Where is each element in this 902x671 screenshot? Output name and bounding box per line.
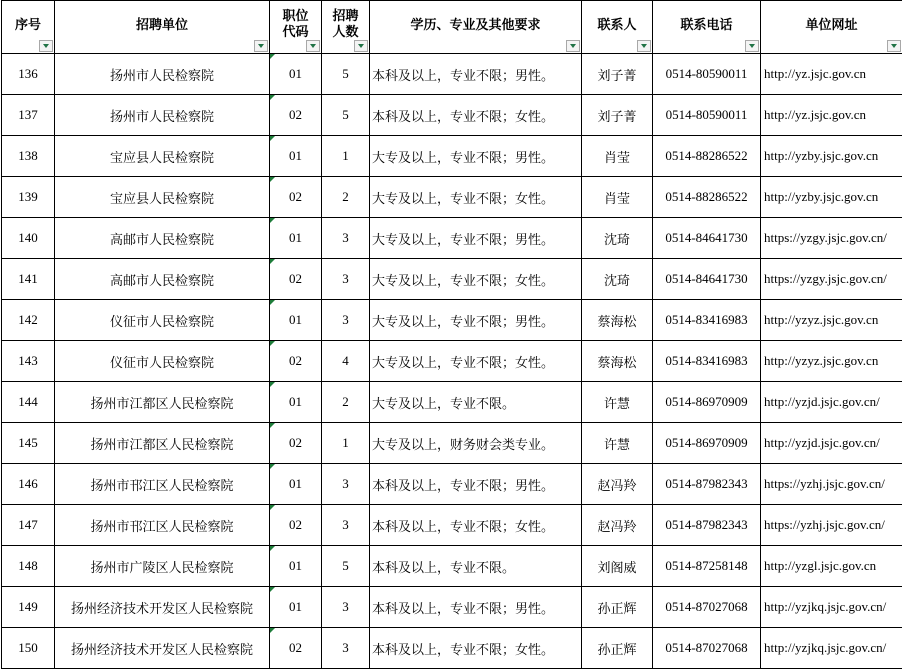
cell-unit-text: 扬州市江都区人民检察院 bbox=[90, 437, 234, 453]
header-contact bbox=[582, 1, 653, 54]
cell-contact[interactable] bbox=[582, 423, 653, 464]
cell-phone-text: 0514-86970909 bbox=[665, 394, 748, 409]
cell-phone[interactable] bbox=[653, 136, 761, 177]
cell-unit[interactable] bbox=[55, 464, 270, 505]
cell-num-text: 143 bbox=[18, 353, 38, 368]
cell-phone-text: 0514-84641730 bbox=[665, 230, 748, 245]
cell-note-indicator-icon bbox=[270, 177, 275, 182]
cell-count[interactable] bbox=[322, 382, 370, 423]
cell-unit[interactable] bbox=[55, 54, 270, 95]
cell-contact-text: 许慧 bbox=[603, 396, 630, 412]
cell-contact[interactable] bbox=[582, 218, 653, 259]
cell-count[interactable] bbox=[322, 300, 370, 341]
filter-dropdown-icon[interactable] bbox=[887, 40, 901, 52]
cell-contact[interactable] bbox=[582, 628, 653, 669]
cell-unit-text: 扬州经济技术开发区人民检察院 bbox=[70, 642, 253, 658]
cell-num[interactable] bbox=[2, 95, 55, 136]
cell-num[interactable] bbox=[2, 382, 55, 423]
cell-note-indicator-icon bbox=[270, 54, 275, 59]
cell-num-text: 144 bbox=[18, 394, 38, 409]
cell-count[interactable] bbox=[322, 464, 370, 505]
cell-num[interactable] bbox=[2, 464, 55, 505]
table-row bbox=[2, 546, 902, 587]
filter-dropdown-icon[interactable] bbox=[306, 40, 320, 52]
cell-req-text: 本科及以上，专业不限；男性。 bbox=[372, 478, 555, 494]
header-url-label: 单位网址 bbox=[805, 17, 858, 33]
cell-unit[interactable] bbox=[55, 423, 270, 464]
table-body bbox=[2, 54, 902, 669]
cell-url[interactable] bbox=[761, 177, 902, 218]
cell-count-text: 1 bbox=[342, 435, 349, 450]
cell-unit[interactable] bbox=[55, 341, 270, 382]
cell-url-text: http://yzjkq.jsjc.gov.cn/ bbox=[764, 640, 887, 655]
cell-phone[interactable] bbox=[653, 300, 761, 341]
cell-contact[interactable] bbox=[582, 464, 653, 505]
cell-unit[interactable] bbox=[55, 382, 270, 423]
cell-unit-text: 高邮市人民检察院 bbox=[109, 232, 214, 248]
cell-phone[interactable] bbox=[653, 423, 761, 464]
cell-count-text: 5 bbox=[342, 66, 349, 81]
cell-num-text: 150 bbox=[18, 640, 38, 655]
cell-phone-text: 0514-87258148 bbox=[665, 558, 748, 573]
cell-code-text: 01 bbox=[289, 558, 302, 573]
cell-url-text: http://yzjd.jsjc.gov.cn/ bbox=[764, 435, 880, 450]
cell-note-indicator-icon bbox=[270, 136, 275, 141]
header-url bbox=[761, 1, 902, 54]
cell-phone[interactable] bbox=[653, 95, 761, 136]
table-row bbox=[2, 177, 902, 218]
cell-req-text: 本科及以上，专业不限。 bbox=[372, 560, 516, 576]
cell-phone-text: 0514-87027068 bbox=[665, 640, 748, 655]
cell-num[interactable] bbox=[2, 628, 55, 669]
cell-url-text: http://yzgl.jsjc.gov.cn bbox=[764, 558, 877, 573]
cell-num[interactable] bbox=[2, 218, 55, 259]
cell-note-indicator-icon bbox=[270, 95, 275, 100]
cell-contact[interactable] bbox=[582, 587, 653, 628]
cell-req[interactable] bbox=[370, 628, 582, 669]
header-num bbox=[2, 1, 55, 54]
cell-phone[interactable] bbox=[653, 54, 761, 95]
cell-phone[interactable] bbox=[653, 218, 761, 259]
cell-phone-text: 0514-83416983 bbox=[665, 312, 748, 327]
cell-contact[interactable] bbox=[582, 136, 653, 177]
cell-code[interactable] bbox=[270, 505, 322, 546]
cell-note-indicator-icon bbox=[270, 546, 275, 551]
cell-url-text: http://yz.jsjc.gov.cn bbox=[764, 107, 867, 122]
cell-unit-text: 高邮市人民检察院 bbox=[109, 273, 214, 289]
header-num-label: 序号 bbox=[14, 17, 41, 33]
cell-url[interactable] bbox=[761, 95, 902, 136]
header-count-label: 招聘人数 bbox=[332, 9, 359, 40]
cell-url-text: http://yzyz.jsjc.gov.cn bbox=[764, 312, 879, 327]
cell-count[interactable] bbox=[322, 546, 370, 587]
cell-note-indicator-icon bbox=[270, 341, 275, 346]
cell-contact[interactable] bbox=[582, 54, 653, 95]
cell-req-text: 本科及以上，专业不限；女性。 bbox=[372, 642, 555, 658]
table-row bbox=[2, 464, 902, 505]
table-row bbox=[2, 218, 902, 259]
cell-req[interactable] bbox=[370, 382, 582, 423]
cell-phone-text: 0514-80590011 bbox=[665, 107, 748, 122]
cell-phone-text: 0514-80590011 bbox=[665, 66, 748, 81]
filter-dropdown-icon[interactable] bbox=[354, 40, 368, 52]
cell-req[interactable] bbox=[370, 423, 582, 464]
cell-count[interactable] bbox=[322, 218, 370, 259]
cell-num-text: 145 bbox=[18, 435, 38, 450]
cell-unit[interactable] bbox=[55, 628, 270, 669]
cell-phone-text: 0514-88286522 bbox=[665, 189, 748, 204]
cell-count-text: 5 bbox=[342, 558, 349, 573]
cell-req-text: 大专及以上，专业不限。 bbox=[372, 396, 516, 412]
cell-count-text: 3 bbox=[342, 476, 349, 491]
cell-code-text: 02 bbox=[289, 271, 302, 286]
cell-phone-text: 0514-87982343 bbox=[665, 517, 748, 532]
cell-url-text: https://yzgy.jsjc.gov.cn/ bbox=[764, 230, 887, 245]
cell-count[interactable] bbox=[322, 423, 370, 464]
cell-code[interactable] bbox=[270, 177, 322, 218]
cell-req[interactable] bbox=[370, 341, 582, 382]
cell-phone-text: 0514-88286522 bbox=[665, 148, 748, 163]
cell-num-text: 148 bbox=[18, 558, 38, 573]
table-row bbox=[2, 587, 902, 628]
cell-num-text: 146 bbox=[18, 476, 38, 491]
cell-unit-text: 扬州市广陵区人民检察院 bbox=[90, 560, 234, 576]
cell-url-text: https://yzgy.jsjc.gov.cn/ bbox=[764, 271, 887, 286]
cell-req[interactable] bbox=[370, 218, 582, 259]
cell-phone[interactable] bbox=[653, 341, 761, 382]
cell-phone[interactable] bbox=[653, 505, 761, 546]
cell-note-indicator-icon bbox=[270, 587, 275, 592]
cell-code-text: 02 bbox=[289, 353, 302, 368]
cell-url-text: http://yzby.jsjc.gov.cn bbox=[764, 189, 879, 204]
table-row bbox=[2, 382, 902, 423]
cell-url-text: https://yzhj.jsjc.gov.cn/ bbox=[764, 476, 885, 491]
cell-code[interactable] bbox=[270, 423, 322, 464]
cell-note-indicator-icon bbox=[270, 218, 275, 223]
cell-count-text: 1 bbox=[342, 148, 349, 163]
cell-unit-text: 扬州市人民检察院 bbox=[109, 68, 214, 84]
cell-count-text: 2 bbox=[342, 189, 349, 204]
cell-note-indicator-icon bbox=[270, 382, 275, 387]
cell-num-text: 147 bbox=[18, 517, 38, 532]
cell-req-text: 大专及以上，专业不限；男性。 bbox=[372, 232, 555, 248]
cell-unit-text: 仪征市人民检察院 bbox=[109, 355, 214, 371]
cell-code[interactable] bbox=[270, 382, 322, 423]
cell-code-text: 01 bbox=[289, 66, 302, 81]
cell-url[interactable] bbox=[761, 382, 902, 423]
cell-note-indicator-icon bbox=[270, 505, 275, 510]
cell-count[interactable] bbox=[322, 341, 370, 382]
cell-code[interactable] bbox=[270, 546, 322, 587]
cell-phone-text: 0514-84641730 bbox=[665, 271, 748, 286]
cell-code[interactable] bbox=[270, 300, 322, 341]
table-row bbox=[2, 628, 902, 669]
cell-url-text: http://yzby.jsjc.gov.cn bbox=[764, 148, 879, 163]
cell-count[interactable] bbox=[322, 54, 370, 95]
cell-req[interactable] bbox=[370, 54, 582, 95]
filter-dropdown-icon[interactable] bbox=[254, 40, 268, 52]
cell-num[interactable] bbox=[2, 546, 55, 587]
cell-note-indicator-icon bbox=[270, 423, 275, 428]
cell-phone[interactable] bbox=[653, 177, 761, 218]
cell-unit[interactable] bbox=[55, 587, 270, 628]
filter-dropdown-icon[interactable] bbox=[637, 40, 651, 52]
cell-contact-text: 赵冯羚 bbox=[597, 478, 637, 494]
cell-code-text: 01 bbox=[289, 230, 302, 245]
cell-req-text: 本科及以上，专业不限；女性。 bbox=[372, 109, 555, 125]
cell-code-text: 02 bbox=[289, 189, 302, 204]
header-phone-label: 联系电话 bbox=[680, 17, 733, 33]
cell-unit[interactable] bbox=[55, 546, 270, 587]
cell-count-text: 3 bbox=[342, 230, 349, 245]
table-row bbox=[2, 259, 902, 300]
cell-num-text: 141 bbox=[18, 271, 38, 286]
cell-url-text: http://yzjkq.jsjc.gov.cn/ bbox=[764, 599, 887, 614]
cell-contact-text: 许慧 bbox=[603, 437, 630, 453]
cell-num[interactable] bbox=[2, 300, 55, 341]
cell-unit-text: 扬州市江都区人民检察院 bbox=[90, 396, 234, 412]
cell-num-text: 137 bbox=[18, 107, 38, 122]
cell-unit[interactable] bbox=[55, 95, 270, 136]
header-req bbox=[370, 1, 582, 54]
header-code-label: 职位代码 bbox=[282, 9, 309, 40]
cell-count-text: 3 bbox=[342, 599, 349, 614]
cell-req-text: 大专及以上，专业不限；男性。 bbox=[372, 314, 555, 330]
cell-contact[interactable] bbox=[582, 505, 653, 546]
cell-contact[interactable] bbox=[582, 300, 653, 341]
cell-unit[interactable] bbox=[55, 136, 270, 177]
table-row bbox=[2, 300, 902, 341]
cell-unit-text: 扬州市邗江区人民检察院 bbox=[90, 478, 234, 494]
cell-url[interactable] bbox=[761, 259, 902, 300]
cell-num-text: 136 bbox=[18, 66, 38, 81]
cell-url-text: http://yz.jsjc.gov.cn bbox=[764, 66, 867, 81]
cell-num[interactable] bbox=[2, 259, 55, 300]
cell-unit[interactable] bbox=[55, 300, 270, 341]
cell-count-text: 4 bbox=[342, 353, 349, 368]
cell-req[interactable] bbox=[370, 177, 582, 218]
cell-count[interactable] bbox=[322, 136, 370, 177]
cell-req-text: 大专及以上，专业不限；女性。 bbox=[372, 273, 555, 289]
cell-contact-text: 孙正辉 bbox=[597, 601, 637, 617]
header-contact-label: 联系人 bbox=[597, 17, 637, 33]
cell-unit-text: 宝应县人民检察院 bbox=[109, 150, 214, 166]
cell-phone-text: 0514-87982343 bbox=[665, 476, 748, 491]
cell-req[interactable] bbox=[370, 300, 582, 341]
cell-count[interactable] bbox=[322, 259, 370, 300]
header-unit bbox=[55, 1, 270, 54]
cell-count-text: 5 bbox=[342, 107, 349, 122]
cell-num-text: 149 bbox=[18, 599, 38, 614]
table-row bbox=[2, 95, 902, 136]
cell-url[interactable] bbox=[761, 546, 902, 587]
table-row bbox=[2, 136, 902, 177]
cell-contact-text: 肖莹 bbox=[603, 191, 630, 207]
cell-code-text: 02 bbox=[289, 640, 302, 655]
cell-unit-text: 仪征市人民检察院 bbox=[109, 314, 214, 330]
cell-code-text: 02 bbox=[289, 435, 302, 450]
filter-dropdown-icon[interactable] bbox=[566, 40, 580, 52]
cell-contact-text: 孙正辉 bbox=[597, 642, 637, 658]
cell-req-text: 本科及以上，专业不限；女性。 bbox=[372, 519, 555, 535]
cell-num[interactable] bbox=[2, 423, 55, 464]
cell-unit-text: 扬州经济技术开发区人民检察院 bbox=[70, 601, 253, 617]
header-count bbox=[322, 1, 370, 54]
cell-count[interactable] bbox=[322, 177, 370, 218]
cell-contact-text: 刘子菁 bbox=[597, 109, 637, 125]
cell-url[interactable] bbox=[761, 505, 902, 546]
cell-req[interactable] bbox=[370, 464, 582, 505]
cell-req-text: 大专及以上，专业不限；女性。 bbox=[372, 191, 555, 207]
cell-phone-text: 0514-86970909 bbox=[665, 435, 748, 450]
cell-req-text: 大专及以上，专业不限；男性。 bbox=[372, 150, 555, 166]
cell-url[interactable] bbox=[761, 423, 902, 464]
cell-phone[interactable] bbox=[653, 628, 761, 669]
cell-contact[interactable] bbox=[582, 259, 653, 300]
cell-contact-text: 沈琦 bbox=[603, 232, 630, 248]
cell-count-text: 3 bbox=[342, 517, 349, 532]
cell-req-text: 本科及以上，专业不限；男性。 bbox=[372, 601, 555, 617]
table-row bbox=[2, 341, 902, 382]
cell-num-text: 140 bbox=[18, 230, 38, 245]
cell-url-text: http://yzyz.jsjc.gov.cn bbox=[764, 353, 879, 368]
cell-num[interactable] bbox=[2, 177, 55, 218]
cell-code-text: 01 bbox=[289, 312, 302, 327]
recruitment-table bbox=[1, 0, 902, 669]
header-row bbox=[2, 1, 902, 54]
cell-note-indicator-icon bbox=[270, 464, 275, 469]
header-code bbox=[270, 1, 322, 54]
cell-code[interactable] bbox=[270, 259, 322, 300]
cell-note-indicator-icon bbox=[270, 628, 275, 633]
cell-url[interactable] bbox=[761, 300, 902, 341]
cell-count-text: 3 bbox=[342, 271, 349, 286]
cell-url[interactable] bbox=[761, 54, 902, 95]
cell-url[interactable] bbox=[761, 136, 902, 177]
cell-code[interactable] bbox=[270, 464, 322, 505]
cell-count[interactable] bbox=[322, 505, 370, 546]
table-row bbox=[2, 423, 902, 464]
cell-req-text: 本科及以上，专业不限；男性。 bbox=[372, 68, 555, 84]
cell-req[interactable] bbox=[370, 259, 582, 300]
cell-req[interactable] bbox=[370, 95, 582, 136]
cell-url[interactable] bbox=[761, 587, 902, 628]
cell-note-indicator-icon bbox=[270, 300, 275, 305]
cell-contact[interactable] bbox=[582, 95, 653, 136]
cell-count-text: 3 bbox=[342, 312, 349, 327]
cell-code-text: 01 bbox=[289, 599, 302, 614]
cell-url[interactable] bbox=[761, 628, 902, 669]
cell-contact-text: 沈琦 bbox=[603, 273, 630, 289]
cell-phone[interactable] bbox=[653, 382, 761, 423]
header-unit-label: 招聘单位 bbox=[135, 17, 188, 33]
cell-num[interactable] bbox=[2, 341, 55, 382]
cell-code[interactable] bbox=[270, 628, 322, 669]
cell-contact[interactable] bbox=[582, 341, 653, 382]
cell-code[interactable] bbox=[270, 218, 322, 259]
cell-code[interactable] bbox=[270, 341, 322, 382]
cell-url[interactable] bbox=[761, 464, 902, 505]
cell-unit[interactable] bbox=[55, 218, 270, 259]
cell-contact[interactable] bbox=[582, 546, 653, 587]
cell-phone[interactable] bbox=[653, 587, 761, 628]
cell-phone[interactable] bbox=[653, 546, 761, 587]
table-row bbox=[2, 54, 902, 95]
cell-contact-text: 蔡海松 bbox=[597, 355, 637, 371]
cell-req[interactable] bbox=[370, 136, 582, 177]
cell-unit-text: 宝应县人民检察院 bbox=[109, 191, 214, 207]
cell-contact-text: 赵冯羚 bbox=[597, 519, 637, 535]
cell-req-text: 大专及以上，专业不限；女性。 bbox=[372, 355, 555, 371]
cell-phone[interactable] bbox=[653, 464, 761, 505]
cell-contact-text: 刘阁威 bbox=[597, 560, 637, 576]
cell-req[interactable] bbox=[370, 505, 582, 546]
table-row bbox=[2, 505, 902, 546]
cell-num[interactable] bbox=[2, 587, 55, 628]
cell-url-text: https://yzhj.jsjc.gov.cn/ bbox=[764, 517, 885, 532]
cell-unit-text: 扬州市邗江区人民检察院 bbox=[90, 519, 234, 535]
cell-phone-text: 0514-83416983 bbox=[665, 353, 748, 368]
filter-dropdown-icon[interactable] bbox=[39, 40, 53, 52]
cell-code-text: 01 bbox=[289, 394, 302, 409]
cell-contact-text: 刘子菁 bbox=[597, 68, 637, 84]
cell-code-text: 02 bbox=[289, 107, 302, 122]
cell-num-text: 142 bbox=[18, 312, 38, 327]
cell-count[interactable] bbox=[322, 587, 370, 628]
cell-contact-text: 肖莹 bbox=[603, 150, 630, 166]
cell-contact[interactable] bbox=[582, 382, 653, 423]
cell-num[interactable] bbox=[2, 54, 55, 95]
cell-code-text: 02 bbox=[289, 517, 302, 532]
cell-num-text: 139 bbox=[18, 189, 38, 204]
cell-phone-text: 0514-87027068 bbox=[665, 599, 748, 614]
cell-count-text: 2 bbox=[342, 394, 349, 409]
header-phone bbox=[653, 1, 761, 54]
cell-unit-text: 扬州市人民检察院 bbox=[109, 109, 214, 125]
cell-contact-text: 蔡海松 bbox=[597, 314, 637, 330]
cell-req[interactable] bbox=[370, 587, 582, 628]
filter-dropdown-icon[interactable] bbox=[745, 40, 759, 52]
cell-url[interactable] bbox=[761, 218, 902, 259]
cell-code[interactable] bbox=[270, 95, 322, 136]
cell-code[interactable] bbox=[270, 136, 322, 177]
cell-unit[interactable] bbox=[55, 177, 270, 218]
cell-code[interactable] bbox=[270, 587, 322, 628]
cell-num[interactable] bbox=[2, 136, 55, 177]
cell-count-text: 3 bbox=[342, 640, 349, 655]
cell-unit[interactable] bbox=[55, 259, 270, 300]
cell-code-text: 01 bbox=[289, 476, 302, 491]
cell-url-text: http://yzjd.jsjc.gov.cn/ bbox=[764, 394, 880, 409]
cell-count[interactable] bbox=[322, 628, 370, 669]
cell-note-indicator-icon bbox=[270, 259, 275, 264]
cell-phone[interactable] bbox=[653, 259, 761, 300]
header-req-label: 学历、专业及其他要求 bbox=[410, 17, 541, 33]
cell-count[interactable] bbox=[322, 95, 370, 136]
cell-req-text: 大专及以上，财务财会类专业。 bbox=[372, 437, 555, 453]
cell-unit[interactable] bbox=[55, 505, 270, 546]
cell-url[interactable] bbox=[761, 341, 902, 382]
cell-contact[interactable] bbox=[582, 177, 653, 218]
cell-req[interactable] bbox=[370, 546, 582, 587]
cell-code-text: 01 bbox=[289, 148, 302, 163]
cell-code[interactable] bbox=[270, 54, 322, 95]
cell-num[interactable] bbox=[2, 505, 55, 546]
cell-num-text: 138 bbox=[18, 148, 38, 163]
